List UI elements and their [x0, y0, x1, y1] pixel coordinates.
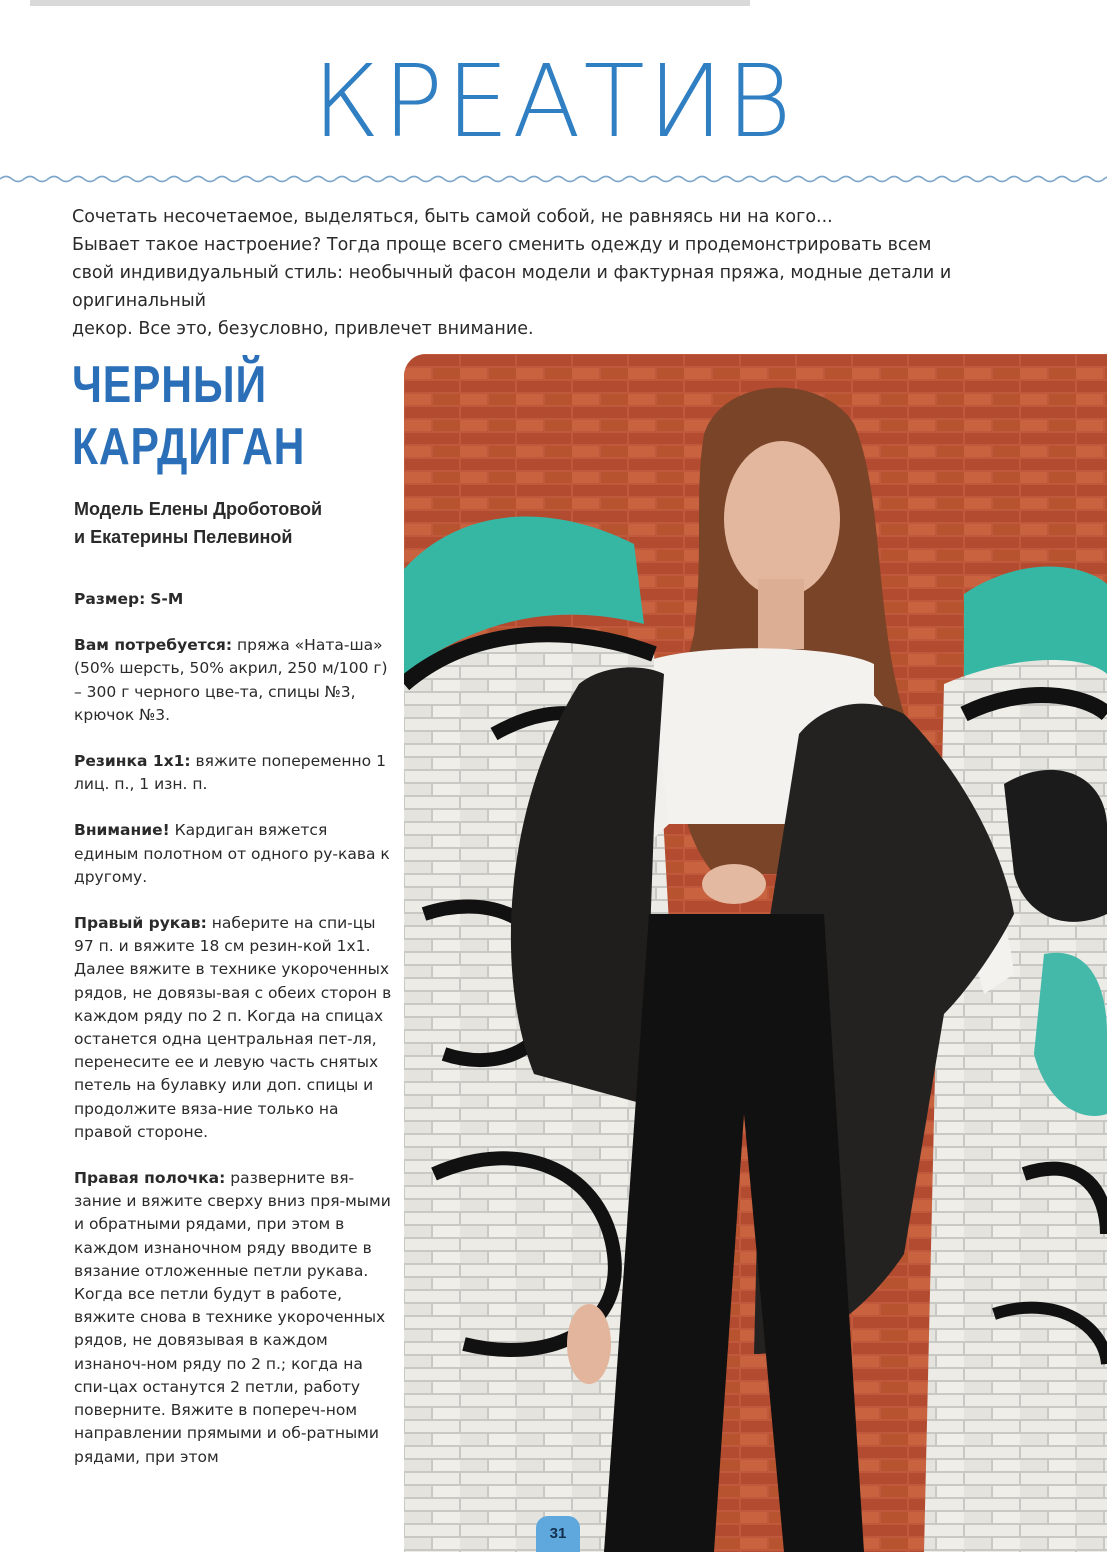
top-rule — [30, 0, 750, 6]
materials-paragraph — [74, 634, 394, 727]
designer-credit — [74, 495, 394, 551]
pattern-title — [72, 354, 334, 478]
intro-line: декор. Все это, безусловно, привлечет внимание. — [72, 319, 534, 339]
pattern-title-line: КАРДИГАН — [72, 418, 306, 476]
right-front-text: разверните вя-зание и вяжите сверху вниз пря-мыми и обратными рядами, при этом в каждом изнаночном ряду вводите в вязание отложенные петли рукава. Когда все петли будут в работе, вяжите снова в технике укороченных рядов, не довязывая в каждом изнаноч-ном ряду по 2 п.; когда на спи-цах останутся 2 петли, работу поверните. Вяжите в попереч-ном направлении прямыми и об-ратными рядами, при этом — [74, 1169, 391, 1466]
rib-text: вяжите попеременно 1 лиц. п., 1 изн. п. — [74, 752, 386, 794]
intro-line: свой индивидуальный стиль: необычный фасон модели и фактурная пряжа, модные детали и оригинальный — [72, 263, 952, 311]
photo-illustration — [404, 354, 1107, 1552]
wave-divider — [0, 172, 1107, 186]
intro-paragraph — [72, 203, 1062, 343]
instructions-column — [74, 588, 394, 1492]
section-title: КРЕАТИВ — [312, 43, 795, 160]
size-label: Размер: — [74, 590, 146, 608]
right-front-paragraph — [74, 1167, 394, 1469]
intro-line: Сочетать несочетаемое, выделяться, быть самой собой, не равняясь ни на кого... — [72, 207, 833, 227]
designer-line: Модель Елены Дроботовой — [74, 499, 323, 519]
attention-text: Кардиган вяжется единым полотном от одного ру-кава к другому. — [74, 821, 390, 886]
model-photo — [404, 354, 1107, 1552]
attention-paragraph — [74, 819, 394, 889]
rib-label: Резинка 1x1: — [74, 752, 191, 771]
rib-paragraph — [74, 750, 394, 796]
pattern-title-line: ЧЕРНЫЙ — [72, 356, 267, 414]
right-sleeve-paragraph — [74, 912, 394, 1144]
size-paragraph — [74, 588, 394, 611]
materials-label: Вам потребуется: — [74, 636, 233, 655]
right-sleeve-label: Правый рукав: — [74, 914, 207, 933]
intro-line: Бывает такое настроение? Тогда проще всего сменить одежду и продемонстрировать всем — [72, 235, 932, 255]
designer-line: и Екатерины Пелевиной — [74, 527, 293, 547]
attention-label: Внимание! — [74, 821, 170, 840]
right-sleeve-text: наберите на спи-цы 97 п. и вяжите 18 см резин-кой 1x1. Далее вяжите в технике укороченных рядов, не довязы-вая с обеих сторон в каждом ряду по 2 п. Когда на спицах останется одна центральная пет-ля, перенесите ее и левую часть снятых петель на булавку или доп. спицы и продолжите вяза-ние только на правой стороне. — [74, 914, 392, 1141]
page-number: 31 — [536, 1516, 580, 1552]
right-front-label: Правая полочка: — [74, 1169, 226, 1188]
materials-text: пряжа «Ната-ша» (50% шерсть, 50% акрил, 250 м/100 г) – 300 г черного цве-та, спицы №3, крючок №3. — [74, 636, 388, 724]
size-value: S-M — [150, 590, 184, 608]
